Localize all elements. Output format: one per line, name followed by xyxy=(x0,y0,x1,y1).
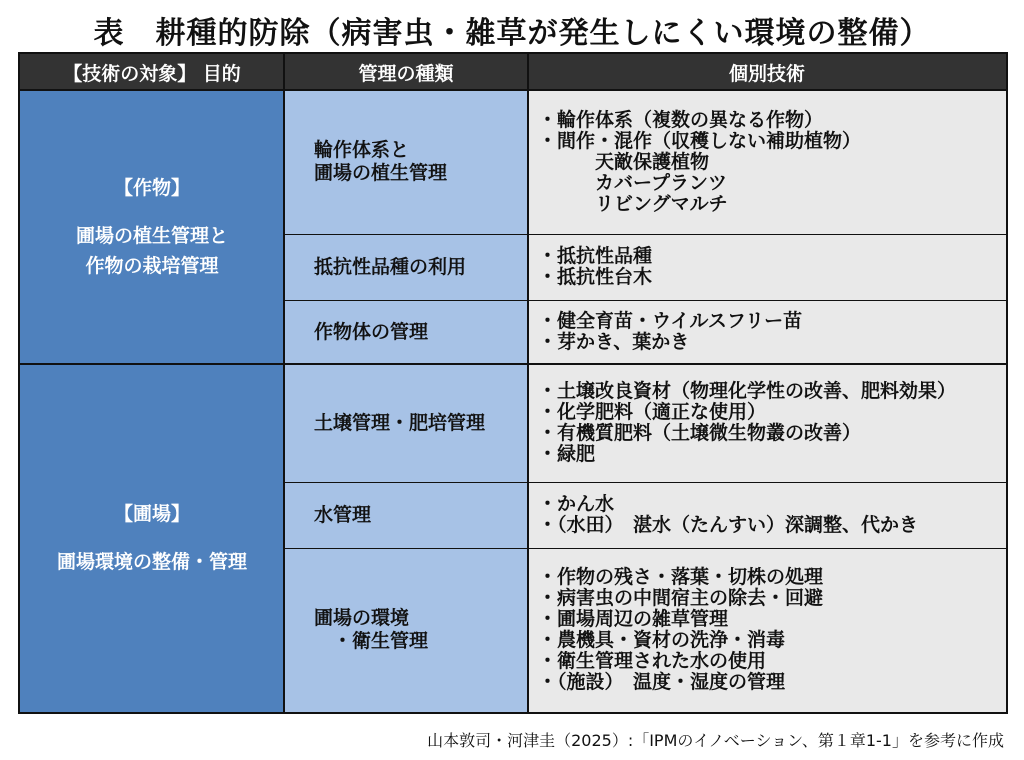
row-divider-1 xyxy=(284,234,1006,235)
target-field-title: 【圃場】 xyxy=(113,503,190,525)
target-crops-purpose: 圃場の植生管理と 作物の栽培管理 xyxy=(75,225,228,277)
target-field xyxy=(20,364,284,712)
header-techniques xyxy=(528,54,1006,90)
pest-control-table xyxy=(18,52,1008,714)
management-sanitation-label: 圃場の環境 ・衛生管理 xyxy=(314,607,429,652)
header-techniques-label: 個別技術 xyxy=(728,62,805,85)
management-soil-label: 土壌管理・肥培管理 xyxy=(314,411,486,434)
header-management-label: 管理の種類 xyxy=(358,62,454,85)
techniques-resistant-variety-list: ・抵抗性品種 ・抵抗性台木 xyxy=(538,245,653,288)
management-soil xyxy=(284,364,528,482)
target-crops xyxy=(20,90,284,364)
header-target-label: 【技術の対象】 目的 xyxy=(63,62,241,85)
target-crops-title: 【作物】 xyxy=(113,177,190,199)
management-resistant-variety xyxy=(284,234,528,300)
row-divider-2 xyxy=(284,300,1006,301)
management-rotation-label: 輪作体系と 圃場の植生管理 xyxy=(314,139,448,184)
techniques-water xyxy=(528,482,1006,548)
techniques-sanitation-list: ・作物の残さ・落葉・切株の処理 ・病害虫の中間宿主の除去・回避 ・圃場周辺の雑草管理 ・農機具・資材の洗浄・消毒 ・衛生管理された水の使用 ・（施設） 温度・湿度の管理 xyxy=(538,566,824,693)
techniques-plant-body-list: ・健全育苗・ウイルスフリー苗 ・芽かき、葉かき xyxy=(538,310,803,353)
header-divider xyxy=(20,89,1006,91)
header-target xyxy=(20,54,284,90)
management-resistant-variety-label: 抵抗性品種の利用 xyxy=(314,255,467,278)
techniques-rotation xyxy=(528,90,1006,234)
techniques-rotation-list: ・輪作体系（複数の異なる作物） ・間作・混作（収穫しない補助植物） 天敵保護植物 カバープランツ リビングマルチ xyxy=(538,108,862,215)
management-rotation xyxy=(284,90,528,234)
col-divider-2 xyxy=(527,54,529,712)
source-caption: 山本敦司・河津圭（2025）:「IPMのイノベーション、第１章1-1」を参考に作成 xyxy=(427,731,1004,750)
management-plant-body-label: 作物体の管理 xyxy=(314,320,429,343)
target-field-purpose: 圃場環境の整備・管理 xyxy=(56,551,247,573)
row-divider-4 xyxy=(284,548,1006,549)
management-sanitation xyxy=(284,548,528,712)
management-water-label: 水管理 xyxy=(314,503,372,526)
techniques-soil xyxy=(528,364,1006,482)
techniques-sanitation xyxy=(528,548,1006,712)
techniques-plant-body xyxy=(528,300,1006,364)
col-divider-1 xyxy=(283,54,285,712)
techniques-soil-list: ・土壌改良資材（物理化学性の改善、肥料効果） ・化学肥料（適正な使用） ・有機質肥料（土壌微生物叢の改善） ・緑肥 xyxy=(538,380,957,465)
techniques-resistant-variety xyxy=(528,234,1006,300)
management-plant-body xyxy=(284,300,528,364)
techniques-water-list: ・かん水 ・（水田） 湛水（たんすい）深調整、代かき xyxy=(538,493,919,536)
management-water xyxy=(284,482,528,548)
group-divider xyxy=(20,363,1006,365)
header-management xyxy=(284,54,528,90)
table-title: 表 耕種的防除（病害虫・雑草が発生しにくい環境の整備） xyxy=(93,16,931,51)
row-divider-3 xyxy=(284,482,1006,483)
